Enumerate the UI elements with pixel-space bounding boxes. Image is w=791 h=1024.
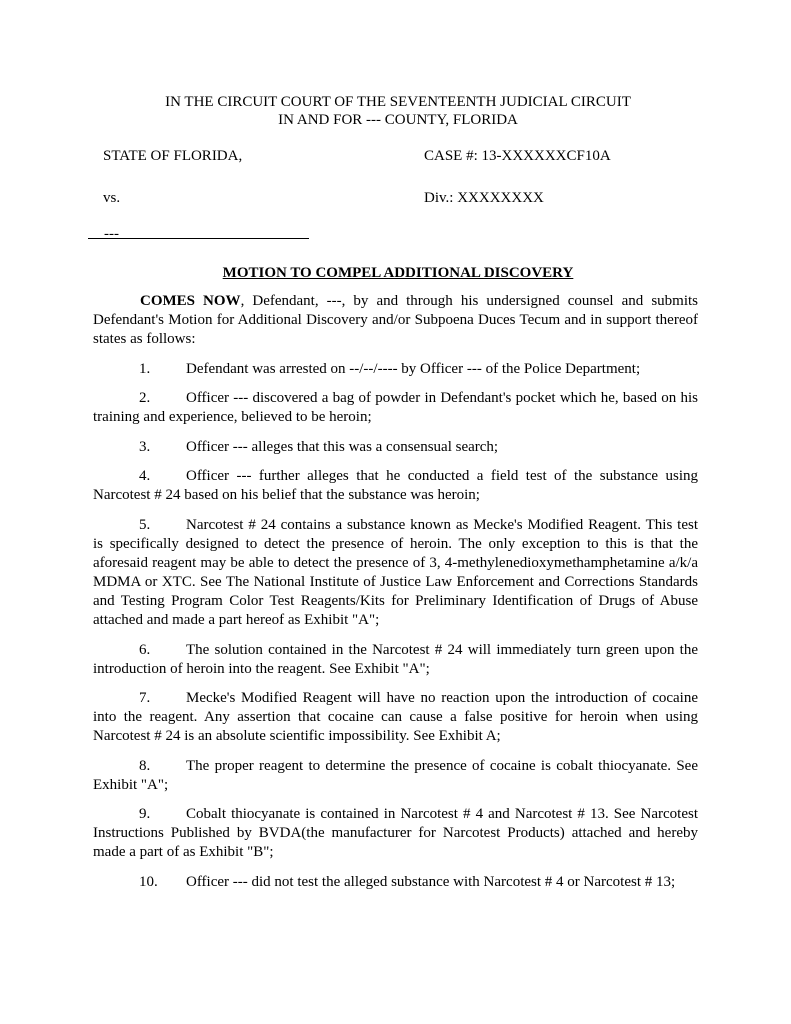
- paragraph-text: Cobalt thiocyanate is contained in Narcotest # 4 and Narcotest # 13. See Narcotest Instructions Published by BVDA(the manufacturer for Narcotest Products) attached and hereby made a part of as Exhibit "B";: [93, 806, 698, 860]
- defendant-signature-line: [88, 220, 309, 242]
- motion-title: MOTION TO COMPEL ADDITIONAL DISCOVERY: [222, 265, 574, 281]
- versus-label: vs.: [103, 190, 121, 206]
- paragraph-number: 4.: [139, 468, 151, 484]
- paragraph-number: 7.: [139, 690, 151, 706]
- division-number: Div.: XXXXXXXX: [424, 190, 544, 206]
- intro-text: , Defendant, ---, by and through his undersigned counsel and submits Defendant's Motion for Additional Discovery and/or Subpoena Duces Tecum and in support thereof states as follows:: [93, 293, 699, 347]
- intro-paragraph: [93, 292, 698, 349]
- paragraph-text: Officer --- further alleges that he conducted a field test of the substance using Narcotest # 24 based on his belief that the substance was heroin;: [93, 468, 698, 503]
- paragraph-text: Defendant was arrested on --/--/---- by Officer --- of the Police Department;: [186, 361, 641, 377]
- numbered-paragraph: [93, 360, 698, 379]
- paragraph-text: Officer --- alleges that this was a consensual search;: [186, 439, 499, 455]
- numbered-paragraph: [93, 438, 698, 457]
- paragraph-number: 5.: [139, 517, 151, 533]
- paragraph-text: Officer --- discovered a bag of powder in Defendant's pocket which he, based on his training and experience, believed to be heroin;: [93, 390, 698, 425]
- numbered-paragraph: [93, 641, 698, 679]
- paragraph-number: 10.: [139, 874, 158, 890]
- court-header: [0, 93, 791, 129]
- paragraph-number: 3.: [139, 439, 151, 455]
- numbered-paragraph: [93, 389, 698, 427]
- paragraph-text: Narcotest # 24 contains a substance known as Mecke's Modified Reagent. This test is specifically designed to detect the presence of heroin. The only exception to this is that the aforesaid reagent may be able to detect the presence of 3, 4-methylenedioxymethamphetamine a/k/a MDMA or XTC. See The National Institute of Justice Law Enforcement and Corrections Standards and Testing Program Color Test Reagents/Kits for Preliminary Identification of Drugs of Abuse attached and made a part hereof as Exhibit "A";: [93, 517, 698, 628]
- court-county-line: IN AND FOR --- COUNTY, FLORIDA: [278, 112, 518, 128]
- paragraph-text: The solution contained in the Narcotest # 24 will immediately turn green upon the introduction of heroin into the reagent. See Exhibit "A";: [93, 642, 698, 677]
- paragraph-number: 2.: [139, 390, 151, 406]
- paragraph-text: Mecke's Modified Reagent will have no reaction upon the introduction of cocaine into the reagent. Any assertion that cocaine can cause a false positive for heroin when using Narcotest # 24 is an absolute scientific impossibility. See Exhibit A;: [93, 690, 698, 744]
- paragraph-number: 8.: [139, 758, 151, 774]
- paragraph-text: The proper reagent to determine the presence of cocaine is cobalt thiocyanate. See Exhibit "A";: [93, 758, 698, 793]
- paragraph-number: 9.: [139, 806, 151, 822]
- defendant-name: ---: [104, 226, 119, 242]
- paragraph-text: Officer --- did not test the alleged substance with Narcotest # 4 or Narcotest # 13;: [186, 874, 676, 890]
- numbered-paragraph: [93, 805, 698, 862]
- court-name-line: IN THE CIRCUIT COURT OF THE SEVENTEENTH JUDICIAL CIRCUIT: [165, 94, 631, 110]
- numbered-paragraph: [93, 516, 698, 630]
- plaintiff-name: STATE OF FLORIDA,: [103, 148, 243, 164]
- case-number: CASE #: 13-XXXXXXCF10A: [424, 148, 611, 164]
- numbered-paragraph: [93, 873, 698, 892]
- paragraph-number: 6.: [139, 642, 151, 658]
- numbered-paragraph: [93, 467, 698, 505]
- numbered-paragraph: [93, 757, 698, 795]
- numbered-paragraph: [93, 689, 698, 746]
- intro-lead: COMES NOW: [140, 293, 241, 309]
- paragraph-number: 1.: [139, 361, 151, 377]
